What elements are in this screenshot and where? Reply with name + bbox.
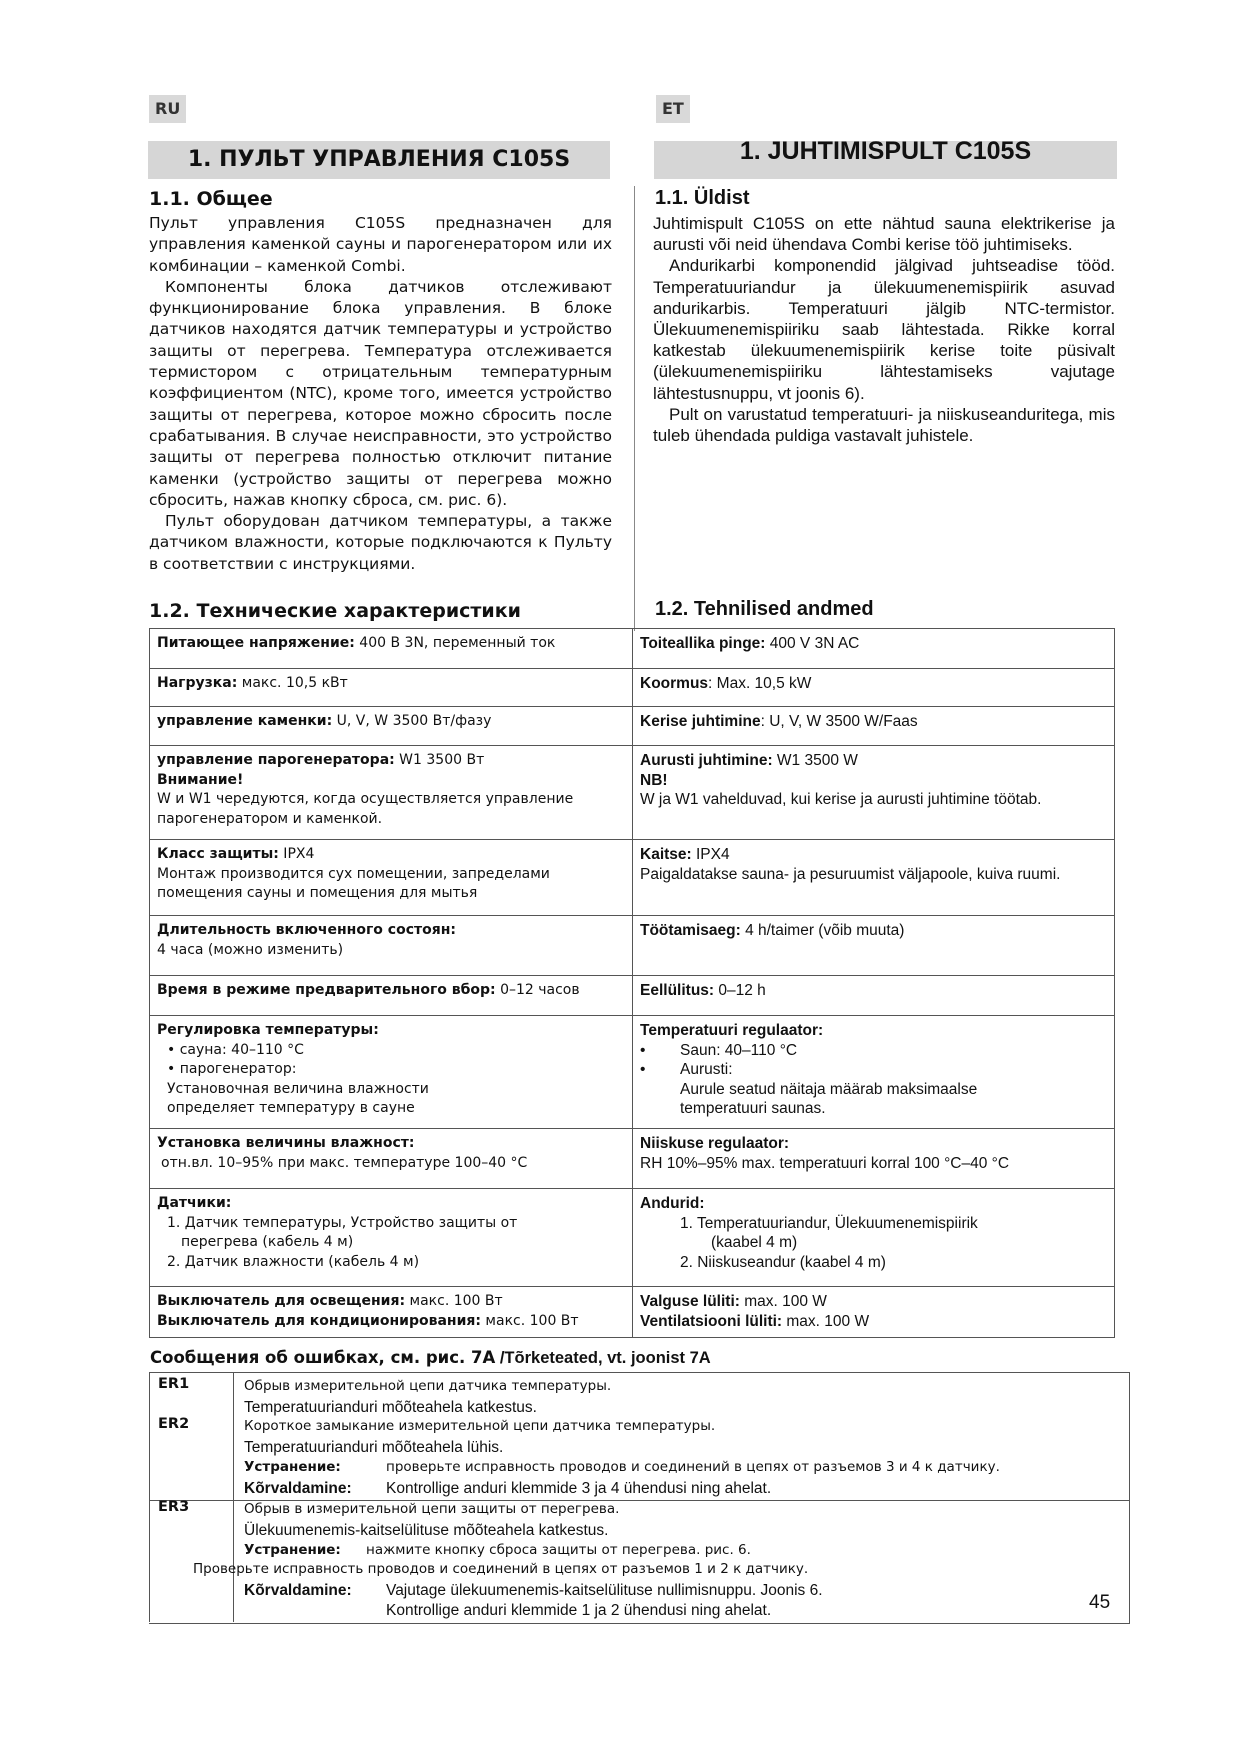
spec-row-temperature (150, 1016, 1115, 1129)
spec-label: Kerise juhtimine (640, 713, 761, 730)
spec-ru-cell (150, 1016, 633, 1129)
er3-fix-et-2: Kontrollige anduri klemmide 1 ja 2 ühendusi ning ahelat. (386, 1602, 772, 1619)
spec-label: Класс защиты: (157, 846, 279, 862)
et-tech-heading: 1.2. Tehnilised andmed (655, 598, 874, 620)
spec-list-item: 1. Датчик температуры, Устройство защиты от (167, 1214, 518, 1231)
spec-value: IPX4 (691, 846, 730, 863)
et-title: 1. JUHTIMISPULT C105S (654, 141, 1117, 179)
spec-list-item: перегрева (кабель 4 м) (181, 1234, 354, 1250)
et-general-text (653, 213, 1115, 446)
spec-label: Kaitse: (640, 846, 692, 863)
spec-et-cell (633, 1287, 1115, 1338)
er3-fix-ru-2: Проверьте исправность проводов и соединений в цепях от разъемов 1 и 2 к датчику. (193, 1561, 809, 1577)
er1-description-et: Temperatuurianduri mõõteahela katkestus. (244, 1399, 537, 1416)
spec-et-cell (633, 629, 1115, 669)
et-general-paragraph-1: Juhtimispult C105S on ette nähtud sauna elektrikerise ja aurusti või neid ühendava Combi kerise töö juhtimiseks. (653, 214, 1115, 255)
spec-row-humidity (150, 1129, 1115, 1189)
spec-list-item: Установочная величина влажности (167, 1080, 429, 1097)
spec-list-item: 1. Temperatuuriandur, Ülekuumenemispiirik (680, 1214, 978, 1232)
spec-label: Toiteallika pinge: (640, 635, 766, 652)
spec-et-cell (633, 669, 1115, 707)
errors-title (150, 1348, 711, 1369)
spec-ru-cell (150, 1189, 633, 1287)
error-code-er2: ER2 (158, 1416, 190, 1432)
spec-value: RH 10%–95% max. temperatuuri korral 100 °C–40 °C (640, 1154, 1010, 1172)
spec-et-cell (633, 1129, 1115, 1189)
spec-label: Нагрузка: (157, 675, 238, 691)
spec-label: управление парогенератора: (157, 752, 395, 768)
spec-et-cell (633, 1189, 1115, 1287)
er3-description-ru: Обрыв в измерительной цепи защиты от перегрева. (244, 1501, 620, 1517)
spec-row-operating-time (150, 916, 1115, 976)
spec-ru-cell (150, 629, 633, 669)
errors-table-column-divider (233, 1372, 234, 1622)
ru-general-paragraph-3: Пульт оборудован датчиком температуры, а также датчиком влажности, которые подключаются к Пульту в соответствии с инструкциями. (149, 512, 612, 573)
lang-tag-et: ET (656, 95, 690, 123)
ru-tech-heading: 1.2. Технические характеристики (149, 600, 521, 622)
er3-fix-et (244, 1580, 823, 1601)
spec-label: Время в режиме предварительного вбор: (157, 982, 496, 998)
spec-ru-cell (150, 840, 633, 916)
fix-label: Kõrvaldamine: (244, 1480, 352, 1497)
spec-value: U, V, W 3500 Вт/фазу (332, 713, 492, 729)
spec-value: max. 100 W (739, 1293, 827, 1310)
spec-value: 4 часа (можно изменить) (157, 941, 344, 958)
ru-general-heading: 1.1. Общее (149, 188, 273, 210)
spec-label: Выключатель для кондиционирования: (157, 1312, 481, 1329)
spec-et-cell (633, 1016, 1115, 1129)
spec-value: 0–12 часов (495, 982, 580, 998)
spec-value: max. 100 W (782, 1312, 870, 1330)
spec-label: управление каменки: (157, 713, 333, 729)
spec-label: Ventilatsiooni lüliti: (640, 1312, 783, 1330)
spec-list-item: 2. Niiskuseandur (kaabel 4 m) (680, 1253, 886, 1271)
spec-note: W ja W1 vahelduvad, kui kerise ja aurusti juhtimine töötab. (640, 791, 1042, 808)
ru-title: 1. ПУЛЬТ УПРАВЛЕНИЯ C105S (148, 141, 610, 179)
spec-label: Датчики: (157, 1195, 232, 1211)
spec-label: Выключатель для освещения: (157, 1293, 406, 1309)
spec-value: макс. 100 Вт (480, 1312, 579, 1329)
ru-general-paragraph-1: Пульт управления C105S предназначен для управления каменкой сауны и парогенератором или их комбинации – каменкой Combi. (149, 214, 612, 275)
spec-value: : U, V, W 3500 W/Faas (760, 713, 918, 730)
spec-row-load (150, 669, 1115, 707)
er2-fix-et (244, 1478, 771, 1499)
spec-et-cell (633, 707, 1115, 746)
spec-note: Paigaldatakse sauna- ja pesuruumist väljapoole, kuiva ruumi. (640, 865, 1061, 883)
error-code-er1: ER1 (158, 1376, 190, 1392)
fix-label: Устранение: (244, 1459, 341, 1475)
spec-list-item: Aurusti: (680, 1061, 733, 1078)
specs-table (149, 628, 1115, 1338)
et-general-paragraph-2: Andurikarbi komponendid jälgivad juhtseadise tööd. Temperatuuriandur ja ülekuumenemispiirik asuvad andurikarbis. Temperatuuri jälgib NTC-termistor. Ülekuumenemispiiriku saab lähtestada. Rikke korral katkestab ülekuumenemispiirik kerise toite püsivalt (ülekuumenemispiiriku lähtestamiseks vajutage lähtestusnuppu, vt joonis 6). (653, 256, 1115, 403)
spec-list-item: Saun: 40–110 °C (680, 1041, 798, 1059)
spec-label: Eellülitus: (640, 982, 715, 999)
spec-list-item: определяет температуру в сауне (167, 1100, 415, 1116)
spec-et-cell (633, 976, 1115, 1016)
page-number: 45 (1089, 1592, 1111, 1613)
spec-value: W1 3500 W (772, 752, 858, 769)
error-code-er3: ER3 (158, 1499, 190, 1515)
spec-value: макс. 100 Вт (405, 1293, 503, 1309)
spec-label: Питающее напряжение: (157, 635, 355, 651)
spec-label: Длительность включенного состоян: (157, 922, 456, 938)
spec-label: Aurusti juhtimine: (640, 752, 773, 769)
spec-note-label: NB! (640, 771, 668, 789)
spec-et-cell (633, 840, 1115, 916)
er3-description-et: Ülekuumenemis-kaitselülituse mõõteahela katkestus. (244, 1522, 609, 1539)
er1-description-ru: Обрыв измерительной цепи датчика температуры. (244, 1378, 612, 1394)
bullet: • (640, 1061, 646, 1078)
spec-row-steamer-control (150, 746, 1115, 840)
fix-text: Kontrollige anduri klemmide 3 ja 4 ühendusi ning ahelat. (386, 1480, 772, 1497)
spec-ru-cell (150, 669, 633, 707)
spec-list-item: 2. Датчик влажности (кабель 4 м) (167, 1253, 420, 1270)
spec-note: Монтаж производится сух помещении, запределами помещения сауны и помещения для мытья (157, 865, 550, 901)
er2-description-ru: Короткое замыкание измерительной цепи датчика температуры. (244, 1418, 716, 1434)
errors-title-et: /Tõrketeated, vt. joonist 7A (495, 1349, 711, 1367)
fix-text: нажмите кнопку сброса защиты от перегрева. рис. 6. (366, 1542, 751, 1558)
fix-label: Kõrvaldamine: (244, 1582, 352, 1599)
et-general-heading: 1.1. Üldist (655, 187, 750, 209)
spec-value: 0–12 h (714, 982, 766, 999)
fix-label: Устранение: (244, 1542, 341, 1558)
ru-general-text (149, 213, 612, 575)
spec-label: Регулировка температуры: (157, 1022, 379, 1038)
er3-fix-ru (244, 1542, 751, 1558)
spec-value: 400 V 3N AC (765, 635, 860, 652)
errors-table-left-border (149, 1372, 150, 1622)
spec-label: Valguse lüliti: (640, 1293, 740, 1310)
bullet: • (640, 1041, 646, 1059)
er2-description-et: Temperatuurianduri mõõteahela lühis. (244, 1439, 504, 1456)
spec-label: Töötamisaeg: (640, 922, 741, 939)
spec-ru-cell (150, 1287, 633, 1338)
spec-value: 4 h/taimer (võib muuta) (740, 922, 905, 939)
spec-list-item: • сауна: 40–110 °C (167, 1041, 304, 1058)
spec-value: макс. 10,5 кВт (237, 675, 348, 691)
spec-note: W и W1 чередуются, когда осуществляется управление парогенератором и каменкой. (157, 791, 574, 827)
spec-ru-cell (150, 707, 633, 746)
spec-row-heater-control (150, 707, 1115, 746)
spec-note-label: Внимание! (157, 771, 244, 788)
spec-row-voltage (150, 629, 1115, 669)
spec-ru-cell (150, 916, 633, 976)
spec-label: Temperatuuri regulaator: (640, 1022, 824, 1039)
spec-list-item: Aurule seatud näitaja määrab maksimaalse (680, 1080, 978, 1098)
spec-list-item: (kaabel 4 m) (711, 1234, 798, 1251)
ru-general-paragraph-2: Компоненты блока датчиков отслеживают функционирование блока управления. В блоке датчиков находятся датчик температуры и устройство защиты от перегрева. Температура отслеживается термистором с отрицательным температурным коэффициентом (NTC), кроме того, имеется устройство защиты от перегрева, которое можно сбросить после срабатывания. В случае неисправности, это устройство защиты от перегрева полностью отключит питание каменки (устройство защиты от перегрева можно сбросить, нажав кнопку сброса, см. рис. 6). (149, 277, 612, 509)
spec-row-switches (150, 1287, 1115, 1338)
lang-tag-ru: RU (149, 95, 186, 123)
er2-fix-ru (244, 1459, 1000, 1475)
spec-et-cell (633, 746, 1115, 840)
column-divider (634, 186, 635, 631)
spec-et-cell (633, 916, 1115, 976)
spec-label: Niiskuse regulaator: (640, 1135, 790, 1152)
spec-ru-cell (150, 1129, 633, 1189)
spec-label: Установка величины влажност: (157, 1135, 415, 1151)
spec-value: отн.вл. 10–95% при макс. температуре 100–40 °C (161, 1154, 528, 1171)
spec-row-sensors (150, 1189, 1115, 1287)
spec-label: Koormus (640, 675, 709, 692)
spec-value: : Max. 10,5 kW (708, 675, 812, 692)
spec-ru-cell (150, 976, 633, 1016)
spec-value: 400 В 3N, переменный ток (354, 635, 556, 651)
spec-row-protection (150, 840, 1115, 916)
fix-text: Vajutage ülekuumenemis-kaitselülituse nullimisnuppu. Joonis 6. (386, 1582, 823, 1599)
spec-list-item: temperatuuri saunas. (680, 1100, 826, 1117)
spec-ru-cell (150, 746, 633, 840)
spec-value: IPX4 (278, 846, 315, 862)
spec-label: Andurid: (640, 1195, 705, 1212)
spec-row-preset (150, 976, 1115, 1016)
fix-text: проверьте исправность проводов и соединений в цепях от разъемов 3 и 4 к датчику. (386, 1459, 1000, 1475)
spec-list-item: • парогенератор: (167, 1061, 297, 1077)
et-general-paragraph-3: Pult on varustatud temperatuuri- ja niiskuseanduritega, mis tuleb ühendada puldiga vastavalt juhistele. (653, 404, 1115, 446)
spec-value: W1 3500 Вт (394, 752, 485, 768)
errors-title-ru: Сообщения об ошибках, см. рис. 7А (150, 1348, 496, 1367)
